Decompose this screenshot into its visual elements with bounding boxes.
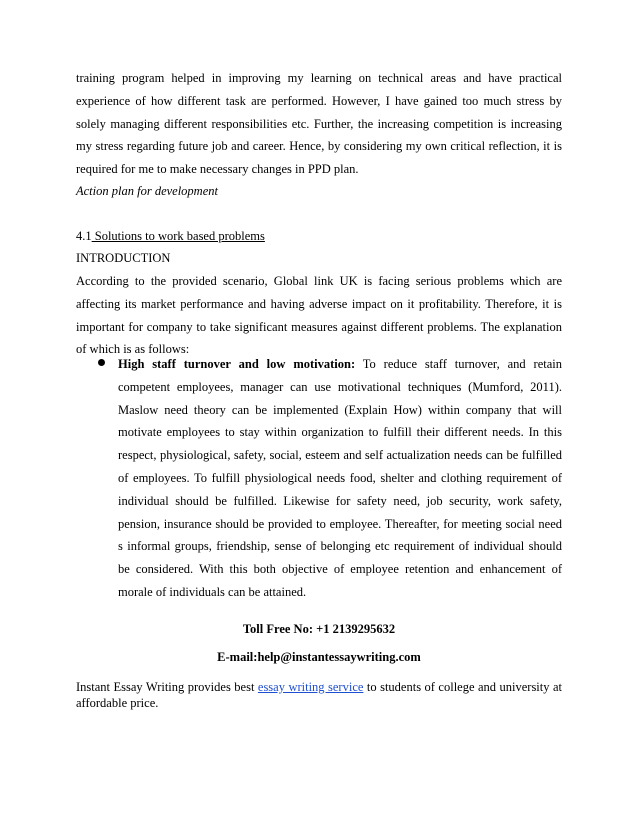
bullet-item <box>76 353 562 604</box>
bullet-body: To reduce staff turnover, and retain competent employees, manager can use motivational techniques (Mumford, 2011). Maslow need theory can be implemented (Explain How) within company that will motivate employees to stay within organization to fulfill their different needs. In this respect, physiological, safety, social, esteem and self actualization needs can be fulfilled of employees. To fulfill physiological needs food, shelter and clothing requirement of individual should be fulfilled. Likewise for safety need, job security, work safety, pension, insurance should be provided to employee. Thereafter, for meeting social need s informal groups, friendship, sense of belonging etc requirement of individual should be considered. With this both objective of employee retention and enhancement of morale of individuals can be attained. <box>118 357 562 599</box>
bullet-text <box>118 353 562 604</box>
section-paragraph: According to the provided scenario, Global link UK is facing serious problems which are affecting its market performance and having adverse impact on it profitability. Therefore, it is important for company to take significant measures against different problems. The explanation of which is as follows: <box>76 274 562 357</box>
contact-email: E-mail:help@instantessaywriting.com <box>217 650 421 664</box>
bullet-label: High staff turnover and low motivation: <box>118 357 356 371</box>
section-subheading: INTRODUCTION <box>76 251 171 265</box>
essay-writing-service-link[interactable]: essay writing service <box>257 680 364 694</box>
footer-note <box>76 679 562 711</box>
footer-text-after: to students of college and university at affordable price. <box>76 680 562 710</box>
action-plan-heading: Action plan for development <box>76 184 218 198</box>
intro-paragraph: training program helped in improving my learning on technical areas and have practical experience of how different task are performed. However, I have gained too much stress by solely managing different responsibilities etc. Further, the increasing competition is increasing my stress regarding future job and career. Hence, by considering my own critical reflection, it is required for me to make necessary changes in PPD plan. <box>76 71 562 177</box>
section-title: Solutions to work based problems <box>91 229 265 243</box>
section-number: 4.1 <box>76 229 92 243</box>
footer-text-before: Instant Essay Writing provides best <box>76 680 258 694</box>
bullet-icon <box>98 359 105 366</box>
toll-free-number: Toll Free No: +1 2139295632 <box>242 622 396 636</box>
section-heading <box>76 225 562 248</box>
